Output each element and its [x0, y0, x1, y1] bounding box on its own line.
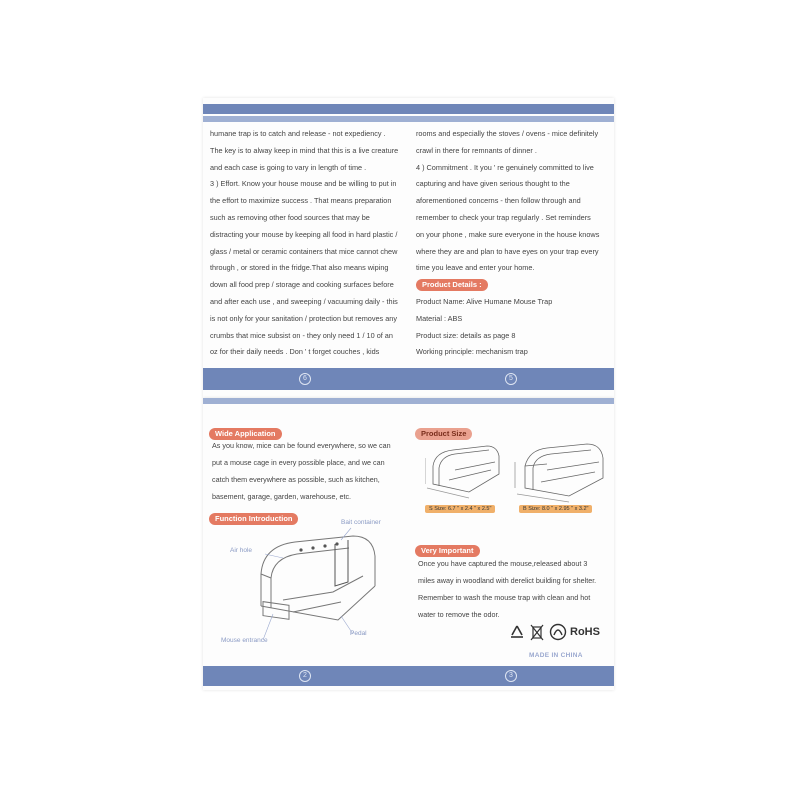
very-important-text	[418, 555, 596, 623]
rohs-mark: RoHS	[570, 626, 600, 638]
text-line: basement, garage, garden, warehouse, etc.	[212, 492, 352, 501]
page-number: 6	[299, 373, 311, 385]
upper-page	[203, 98, 614, 398]
text-line: is not only for your sanitation / protection but removes any	[210, 313, 397, 323]
text-line: oz for their daily needs . Don ' t forget couches , kids	[210, 347, 380, 357]
text-line: 3 ) Effort. Know your house mouse and be willing to put in	[210, 179, 397, 189]
text-line: The key is to alway keep in mind that this is a live creature	[210, 145, 399, 155]
text-line: put a mouse cage in every possible place, and we can	[212, 458, 385, 467]
text-line: catch them everywhere as possible, such as kitchen,	[212, 475, 380, 484]
very-important-tag: Very Important	[415, 545, 480, 557]
air-hole-dot	[323, 544, 326, 547]
bait-container-label: Bait container	[341, 519, 381, 526]
text-line: crawl in there for remnants of dinner .	[416, 145, 537, 155]
text-line: through , or stored in the fridge.That also means wiping	[210, 263, 389, 273]
size-s-label: S Size: 6.7 " x 2.4 " x 2.5"	[425, 505, 495, 513]
bottom-band	[203, 368, 614, 390]
left-column	[210, 126, 398, 361]
recycle-icon	[508, 624, 526, 640]
wide-application-text	[212, 437, 391, 505]
text-line: glass / metal or ceramic containers that mice cannot chew	[210, 246, 398, 256]
top-subband	[203, 116, 614, 122]
text-line: crumbs that mice subsist on - they only need 1 / 10 of an	[210, 330, 393, 340]
text-line: the effort to maximize success . That means preparation	[210, 196, 392, 206]
text-line: capturing and have given serious thought to the	[416, 179, 570, 189]
top-band	[203, 398, 614, 404]
text-line: such as removing other food sources that may be	[210, 212, 370, 222]
page-number: 2	[299, 670, 311, 682]
page-number: 3	[505, 670, 517, 682]
text-line: on your phone , make sure everyone in the house knows	[416, 229, 600, 239]
right-column	[416, 126, 599, 361]
text-line: Product Name: Alive Humane Mouse Trap	[416, 296, 553, 306]
product-details-heading	[416, 277, 599, 294]
text-line: aforementioned concerns - then follow through and	[416, 196, 581, 206]
text-line: humane trap is to catch and release - not expediency .	[210, 129, 386, 138]
made-in-china: MADE IN CHINA	[529, 652, 583, 659]
weee-bin-icon	[530, 623, 544, 641]
pedal-label: Pedal	[350, 630, 367, 637]
page-number: 5	[505, 373, 517, 385]
mouse-entrance-label: Mouse entrance	[221, 637, 268, 644]
function-tag: Function Introduction	[209, 513, 298, 525]
big-trap-drawing	[513, 436, 611, 504]
text-line: distracting your mouse by keeping all food in hard plastic /	[210, 229, 398, 239]
text-line: Once you have captured the mouse,released about 3	[418, 559, 588, 568]
text-line: and after each use , and sweeping / vacuuming daily - this	[210, 296, 398, 306]
air-hole-dot	[299, 548, 302, 551]
text-line: down all food prep / storage and cooking surfaces before	[210, 280, 394, 290]
size-b-label: B Size: 8.0 " x 2.95 " x 3.2"	[519, 505, 592, 513]
text-line: miles away in woodland with derelict building for shelter.	[418, 576, 597, 585]
text-line: Remember to wash the mouse trap with clean and hot	[418, 593, 591, 602]
product-details-tag: Product Details :	[416, 279, 488, 291]
text-line: water to remove the odor.	[418, 610, 500, 619]
text-line: 4 ) Commitment . It you ' re genuinely committed to live	[416, 162, 594, 172]
no-hazard-icon	[549, 623, 567, 641]
air-hole-dot	[335, 542, 338, 545]
text-line: Product size: details as page 8	[416, 330, 516, 340]
text-line: where they are and plan to have eyes on your trap every	[416, 246, 599, 256]
lower-page	[203, 398, 614, 690]
small-trap-drawing	[425, 440, 505, 502]
air-hole-dot	[311, 546, 314, 549]
text-line: As you know, mice can be found everywhere, so we can	[212, 441, 391, 450]
text-line: Material : ABS	[416, 313, 463, 323]
text-line: and each case is going to vary in length of time .	[210, 162, 367, 172]
top-band	[203, 104, 614, 114]
bottom-band	[203, 666, 614, 686]
product-size-heading	[415, 423, 472, 441]
text-line: rooms and especially the stoves / ovens - mice definitely	[416, 129, 599, 138]
text-line: remember to check your trap regularly . Set reminders	[416, 212, 591, 222]
text-line: time you leave and enter your home.	[416, 263, 535, 273]
air-hole-label: Air hole	[230, 547, 253, 554]
mouse-trap-diagram	[223, 516, 403, 644]
text-line: Working principle: mechanism trap	[416, 347, 528, 357]
wide-application-tag: Wide Application	[209, 428, 282, 440]
product-size-tag: Product Size	[415, 428, 472, 440]
